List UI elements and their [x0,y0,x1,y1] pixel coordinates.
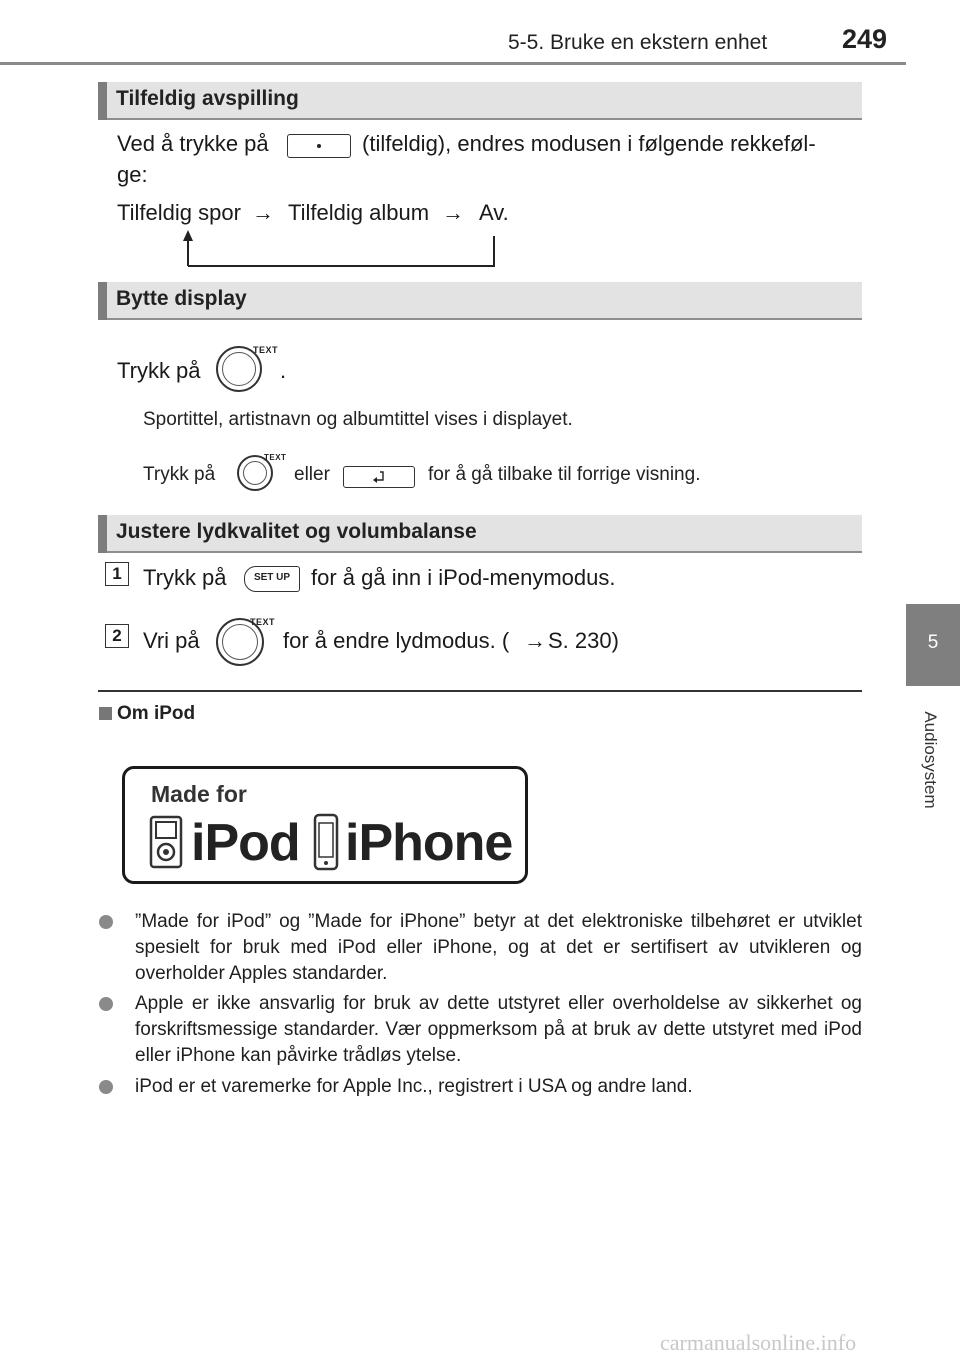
sequence-track: Tilfeldig spor [117,200,241,225]
text-knob-small-label: TEXT [264,453,287,462]
about-bullet-2: Apple er ikke ansvarlig for bruk av dette utstyret eller overholdelse av sikkerhet og forskriftsmessige standarder. Vær oppmerksom på at bruk av dette utstyret med iPod eller iPhone kan påvirke trådløs ytelse. [135,993,862,1066]
step2-text-b: for å endre lydmodus. ( [283,628,510,653]
step1-text-a: Trykk på [143,565,227,590]
setup-button-label: SET UP [253,572,291,583]
sequence-album: Tilfeldig album [288,200,430,225]
made-for-ipod-iphone-logo [122,766,528,884]
chapter-number: 5 [927,632,939,653]
square-bullet-icon [99,707,112,720]
text-knob-label: TEXT [253,345,279,355]
step-number-2: 2 [105,624,129,648]
cycle-return-arrow-icon [178,228,508,274]
section-title: Tilfeldig avspilling [116,87,299,110]
chapter-tab [906,604,960,686]
display-info-2c: for å gå tilbake til forrige visning. [428,464,701,485]
display-info-1: Sportittel, artistnavn og albumtittel vises i displayet. [143,409,573,430]
section-title: Justere lydkvalitet og volumbalanse [116,520,477,543]
about-bullet-3: iPod er et varemerke for Apple Inc., registrert i USA og andre land. [135,1076,693,1097]
step2-arrow: → [524,628,546,653]
random-dot-icon [317,144,321,148]
display-info-2a: Trykk på [143,464,216,485]
random-text-line2: ge: [117,162,148,187]
random-text-b: (tilfeldig), endres modusen i følgende rekkeføl- [362,131,816,156]
bullet-icon [99,915,113,929]
sequence-arrow-2: → [442,200,464,225]
bullet-icon [99,1080,113,1094]
step2-text-a: Vri på [143,628,200,653]
setup-button-icon [244,566,300,592]
random-text-a: Ved å trykke på [117,131,269,156]
section-header-display [98,282,862,320]
header-rule [0,62,906,65]
chapter-label-wrap [910,700,940,830]
step1-text-b: for å gå inn i iPod-menymodus. [311,565,616,590]
logo-iphone-text: iPhone [345,814,513,872]
display-press-period: . [280,358,287,383]
sequence-off: Av. [479,200,509,225]
logo-made-for: Made for [151,781,247,807]
page-number: 249 [842,24,888,54]
tune-knob-label: TEXT [250,617,276,627]
about-title: Om iPod [117,703,196,724]
ipod-device-icon [149,815,185,871]
section-title: Bytte display [116,287,247,310]
step2-text-c: S. 230) [548,628,619,653]
return-arrow-icon [371,470,387,484]
random-button-icon [287,134,351,158]
section-header-sound [98,515,862,553]
back-button-icon [343,466,415,488]
chapter-label: Audiosystem [921,711,940,809]
bullet-icon [99,997,113,1011]
display-info-2b: eller [294,464,330,485]
logo-ipod-text: iPod [191,814,300,872]
step-number-1: 1 [105,562,129,586]
section-divider [98,690,862,692]
iphone-device-icon [313,813,341,873]
running-header-section: 5-5. Bruke en ekstern enhet [508,31,768,54]
about-bullet-1: ”Made for iPod” og ”Made for iPhone” betyr at det elektroniske tilbehøret er utviklet spesielt for bruk med iPod eller iPhone, og at det er sertifisert av utvikleren og overholder Apples standarder. [135,911,862,984]
watermark: carmanualsonline.info [660,1330,857,1355]
display-press-text: Trykk på [117,358,201,383]
section-header-random-play [98,82,862,120]
sequence-arrow-1: → [252,200,274,225]
